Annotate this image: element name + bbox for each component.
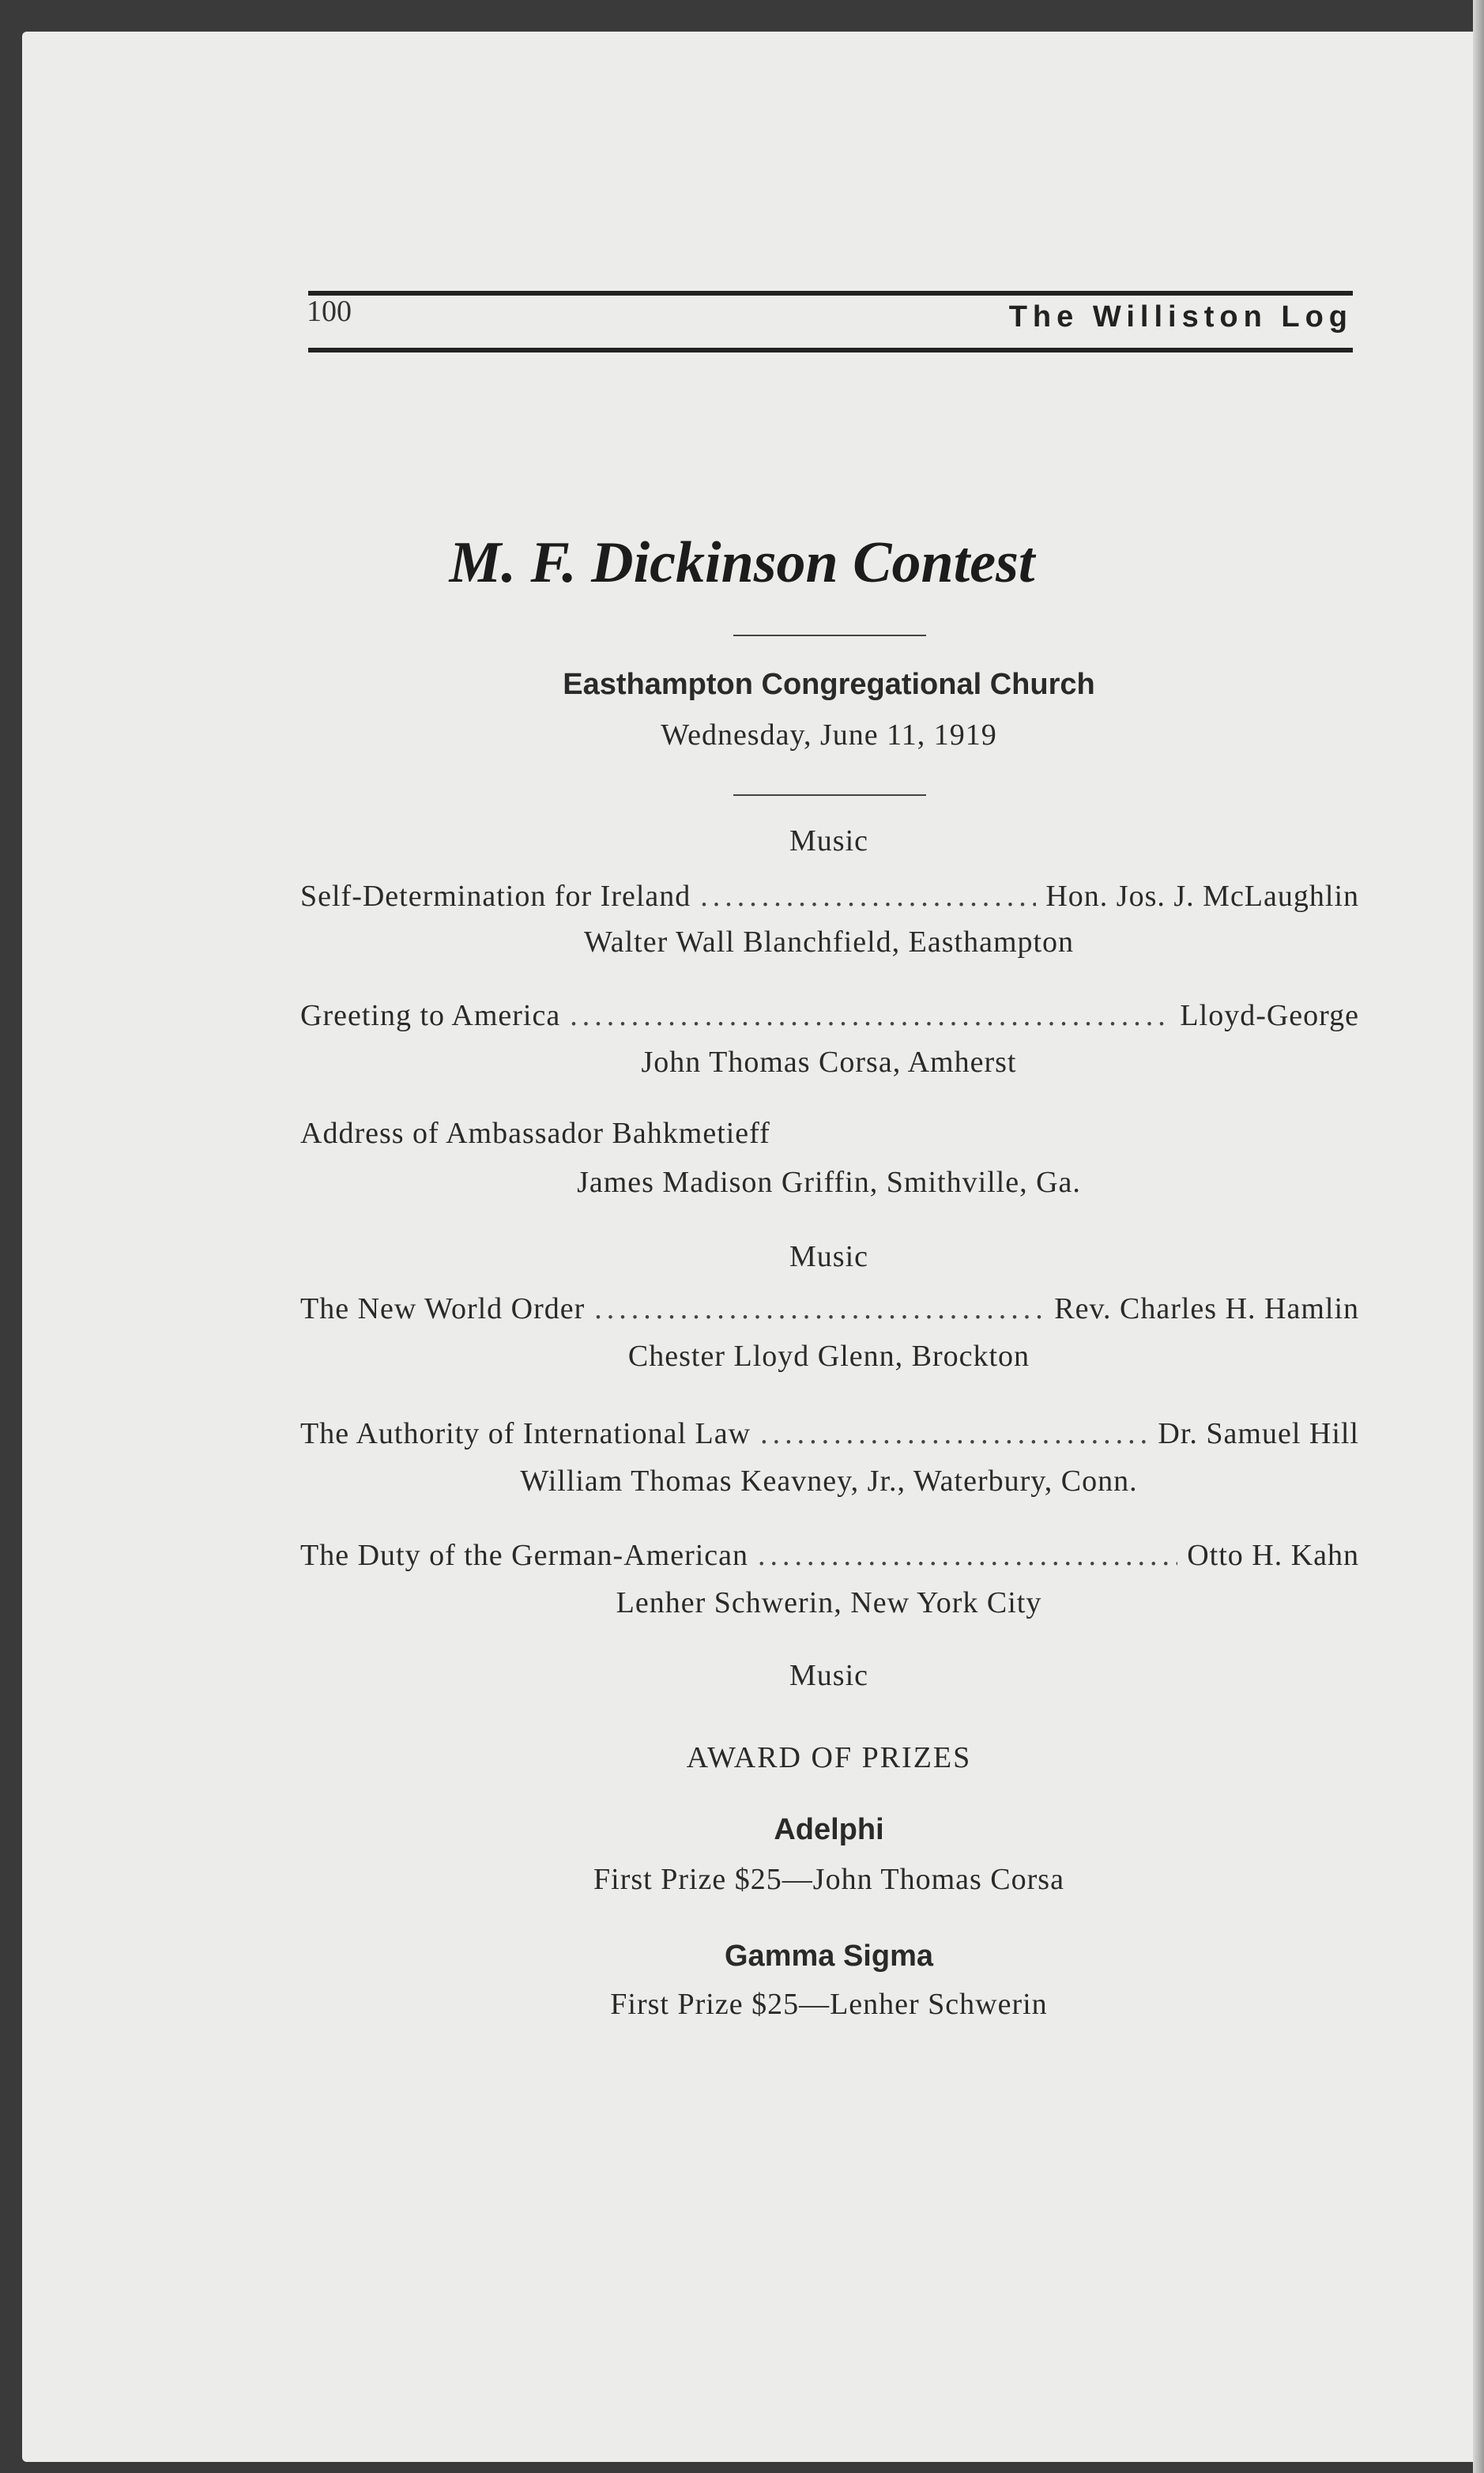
oration-title: The Authority of International Law bbox=[300, 1417, 751, 1450]
speaker-name: Lenher Schwerin, New York City bbox=[616, 1586, 1042, 1619]
page-number: 100 bbox=[307, 295, 352, 328]
oration-title: Self-Determination for Ireland bbox=[300, 880, 691, 913]
oration-author: Otto H. Kahn bbox=[1187, 1539, 1359, 1572]
dot-leader bbox=[594, 1291, 1045, 1326]
society-name: Gamma Sigma bbox=[725, 1940, 933, 1973]
program-item bbox=[300, 879, 1359, 914]
venue: Easthampton Congregational Church bbox=[563, 668, 1095, 701]
music-interlude: Music bbox=[789, 1659, 868, 1692]
music-interlude: Music bbox=[789, 1240, 868, 1273]
header-top-rule bbox=[308, 291, 1353, 296]
prize-line: First Prize $25—Lenher Schwerin bbox=[610, 1988, 1048, 2021]
page-edge bbox=[1473, 0, 1484, 2473]
header-bottom-rule bbox=[308, 348, 1353, 352]
speaker-name: John Thomas Corsa, Amherst bbox=[641, 1046, 1017, 1079]
awards-heading: AWARD OF PRIZES bbox=[686, 1741, 972, 1774]
oration-title: Address of Ambassador Bahkmetieff bbox=[300, 1117, 770, 1150]
title-divider bbox=[733, 635, 926, 636]
speaker-name: Chester Lloyd Glenn, Brockton bbox=[627, 1340, 1030, 1373]
dot-leader bbox=[700, 879, 1036, 914]
program-item bbox=[300, 1291, 1359, 1326]
oration-title: Greeting to America bbox=[300, 999, 561, 1032]
program-item bbox=[300, 1538, 1359, 1573]
music-interlude: Music bbox=[789, 824, 868, 858]
dot-leader bbox=[758, 1538, 1177, 1573]
dot-leader bbox=[760, 1416, 1148, 1451]
running-head: The Williston Log bbox=[1008, 300, 1353, 334]
event-date: Wednesday, June 11, 1919 bbox=[661, 718, 997, 752]
dot-leader bbox=[570, 998, 1170, 1033]
date-divider bbox=[733, 794, 926, 796]
oration-author: Hon. Jos. J. McLaughlin bbox=[1045, 880, 1359, 913]
page-title: M. F. Dickinson Contest bbox=[449, 530, 1035, 595]
program-item bbox=[300, 1416, 1359, 1451]
oration-author: Rev. Charles H. Hamlin bbox=[1054, 1292, 1359, 1325]
oration-author: Dr. Samuel Hill bbox=[1158, 1417, 1359, 1450]
program-item bbox=[300, 998, 1359, 1033]
oration-author: Lloyd-George bbox=[1180, 999, 1359, 1032]
speaker-name: William Thomas Keavney, Jr., Waterbury, Conn. bbox=[520, 1465, 1138, 1498]
society-name: Adelphi bbox=[774, 1813, 884, 1846]
oration-title: The Duty of the German-American bbox=[300, 1539, 749, 1572]
prize-line: First Prize $25—John Thomas Corsa bbox=[593, 1863, 1064, 1896]
speaker-name: Walter Wall Blanchfield, Easthampton bbox=[583, 925, 1075, 959]
oration-title: The New World Order bbox=[300, 1292, 586, 1325]
speaker-name: James Madison Griffin, Smithville, Ga. bbox=[577, 1166, 1081, 1199]
